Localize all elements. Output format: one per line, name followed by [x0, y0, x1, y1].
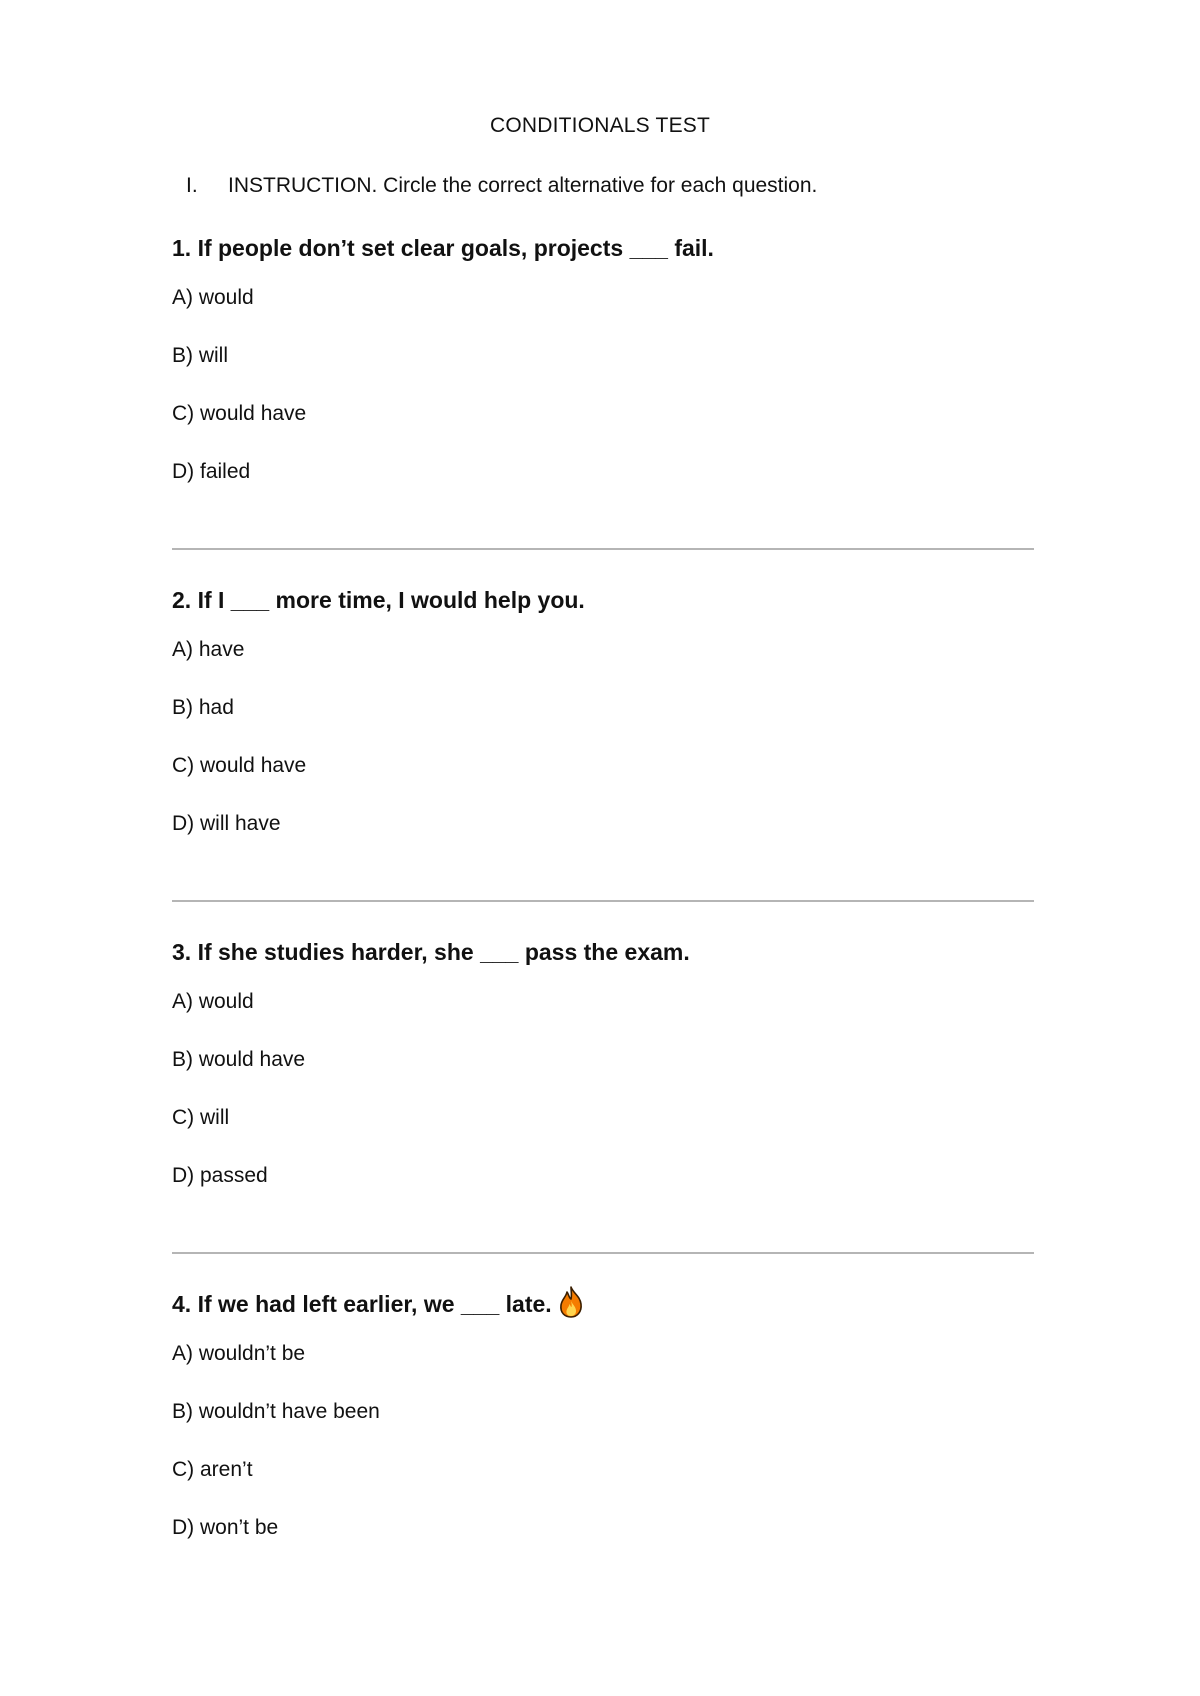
options-list-2: [172, 638, 1032, 870]
question-block-1: [172, 228, 1032, 518]
options-list-1: [172, 286, 1032, 518]
question-4: [172, 1284, 1032, 1324]
instruction: [186, 174, 817, 198]
question-3: 3. If she studies harder, she ___ pass the exam.: [172, 939, 690, 965]
option-3c[interactable]: C) will: [172, 1106, 230, 1129]
option-2a[interactable]: A) have: [172, 638, 245, 661]
option-3b[interactable]: B) would have: [172, 1048, 306, 1071]
option-3d[interactable]: D) passed: [172, 1164, 268, 1187]
options-list-3: [172, 990, 1032, 1222]
option-1d[interactable]: D) failed: [172, 460, 251, 483]
divider: [172, 1252, 1034, 1254]
options-list-4: [172, 1342, 1032, 1574]
instruction-numeral: I.: [186, 174, 198, 197]
option-4b[interactable]: B) wouldn’t have been: [172, 1400, 380, 1423]
instruction-text: INSTRUCTION. Circle the correct alternative for each question.: [228, 174, 818, 197]
option-1b[interactable]: B) will: [172, 344, 228, 367]
option-1c[interactable]: C) would have: [172, 402, 307, 425]
question-block-4: [172, 1284, 1032, 1574]
option-4c[interactable]: C) aren’t: [172, 1458, 253, 1481]
question-2: 2. If I ___ more time, I would help you.: [172, 587, 585, 613]
option-4d[interactable]: D) won’t be: [172, 1516, 279, 1539]
question-block-3: [172, 932, 1032, 1222]
divider: [172, 900, 1034, 902]
fire-icon: [558, 1286, 584, 1318]
option-2b[interactable]: B) had: [172, 696, 234, 719]
divider: [172, 548, 1034, 550]
option-3a[interactable]: A) would: [172, 990, 254, 1013]
question-4-text: 4. If we had left earlier, we ___ late.: [172, 1291, 552, 1317]
question-1: 1. If people don’t set clear goals, projects ___ fail.: [172, 235, 714, 261]
question-block-2: [172, 580, 1032, 870]
option-2c[interactable]: C) would have: [172, 754, 307, 777]
option-1a[interactable]: A) would: [172, 286, 254, 309]
option-2d[interactable]: D) will have: [172, 812, 281, 835]
page-title: CONDITIONALS TEST: [489, 114, 711, 137]
option-4a[interactable]: A) wouldn’t be: [172, 1342, 306, 1365]
